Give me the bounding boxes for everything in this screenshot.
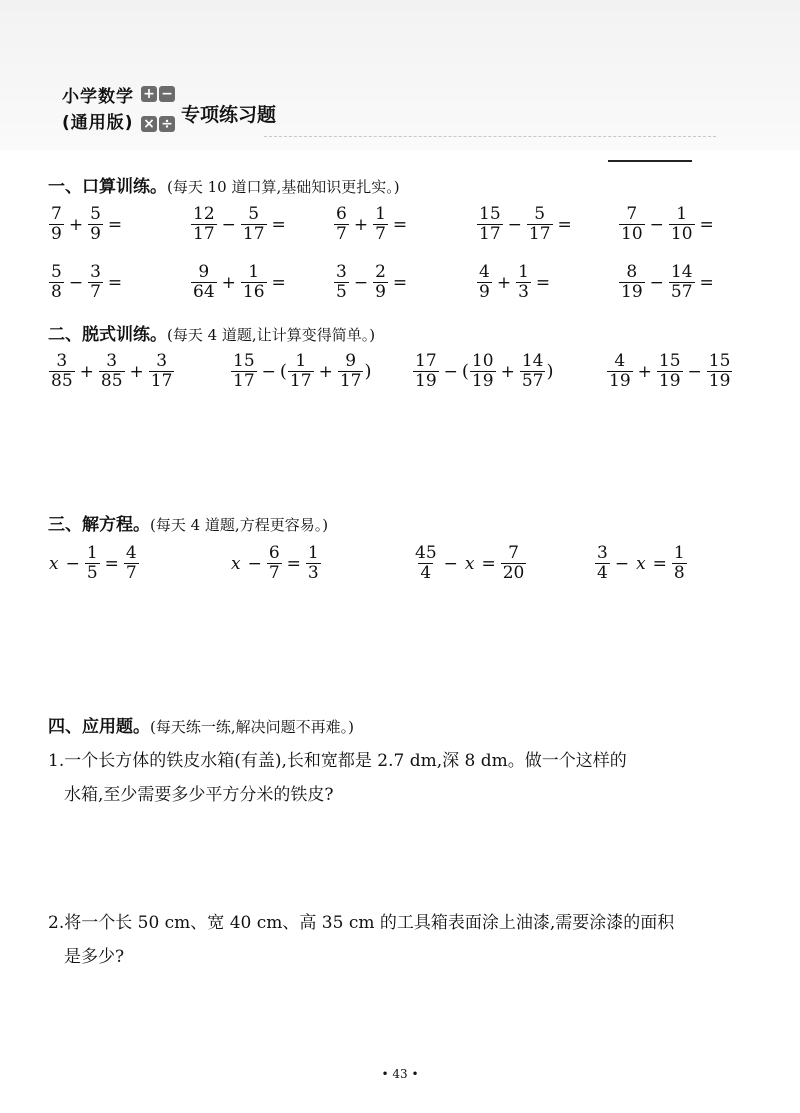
numerator: 4 [614, 351, 626, 371]
numerator: 1 [518, 262, 529, 282]
denominator: 16 [242, 282, 265, 302]
calc-item [606, 352, 733, 391]
numerator: 1 [248, 262, 260, 282]
denominator: 19 [708, 371, 731, 391]
section-1-heading: 一、口算训练。 [48, 177, 167, 197]
denominator: 17 [233, 371, 255, 391]
denominator: 17 [289, 371, 312, 391]
denominator: 7 [125, 563, 137, 583]
plus-sign: + [221, 272, 236, 293]
denominator: 8 [673, 563, 685, 583]
minus-icon: − [159, 86, 175, 102]
plus-sign: + [496, 272, 512, 293]
mental-calc-item [476, 205, 576, 244]
numerator: 15 [479, 204, 501, 224]
numerator: 3 [90, 262, 101, 282]
plus-sign: + [353, 214, 369, 235]
fraction [657, 352, 683, 391]
numerator: 6 [336, 204, 347, 224]
brand-line-2: (通用版) [62, 113, 134, 133]
section-4-note: (每天练一练,解决问题不再难。) [150, 718, 354, 736]
fraction [241, 263, 267, 302]
divide-icon: ÷ [159, 116, 175, 132]
denominator: 17 [242, 224, 265, 244]
numerator: 15 [658, 351, 681, 371]
numerator: 1 [295, 351, 307, 371]
equals-sign: = [481, 553, 496, 574]
equals-sign: = [271, 214, 286, 235]
minus-sign: − [687, 361, 702, 382]
fraction [267, 544, 282, 583]
mental-calc-item [476, 263, 554, 302]
denominator: 17 [528, 224, 551, 244]
fraction [334, 205, 349, 244]
minus-sign: − [443, 361, 458, 382]
numerator: 1 [676, 204, 688, 224]
denominator: 4 [420, 563, 432, 583]
section-4-heading: 四、应用题。 [48, 717, 150, 737]
header-divider [264, 136, 716, 137]
numerator: 8 [626, 262, 638, 282]
numerator: 1 [86, 543, 98, 563]
fraction [619, 205, 645, 244]
denominator: 57 [521, 371, 544, 391]
calc-item [48, 352, 175, 391]
section-1-note: (每天 10 道口算,基础知识更扎实。) [167, 178, 400, 196]
section-3-heading: 三、解方程。 [48, 515, 150, 535]
denominator: 19 [609, 371, 631, 391]
denominator: 19 [621, 282, 643, 302]
left-paren: ( [461, 361, 469, 382]
plus-sign: + [637, 361, 652, 382]
denominator: 7 [90, 282, 101, 302]
denominator: 17 [193, 224, 215, 244]
mental-calc-item [48, 263, 126, 302]
minus-sign: − [649, 272, 664, 293]
equals-sign: = [286, 553, 301, 574]
equation-item [46, 544, 140, 583]
numerator: 6 [268, 543, 280, 563]
equals-sign: = [652, 553, 667, 574]
numerator: 3 [106, 351, 118, 371]
fraction [334, 263, 349, 302]
problem-2-line-1: 2.将一个长 50 cm、宽 40 cm、高 35 cm 的工具箱表面涂上油漆,需要涂漆的面积 [48, 913, 675, 933]
numerator: 3 [597, 543, 608, 563]
plus-sign: + [68, 214, 84, 235]
equals-sign: = [392, 214, 408, 235]
word-problem-2 [48, 906, 768, 974]
fraction [470, 352, 496, 391]
plus-sign: + [129, 361, 144, 382]
fraction [520, 352, 546, 391]
right-paren: ) [364, 361, 372, 382]
fraction [413, 544, 439, 583]
numerator: 17 [415, 351, 437, 371]
section-3-note: (每天 4 道题,方程更容易。) [150, 516, 329, 534]
numerator: 2 [375, 262, 386, 282]
fraction [288, 352, 314, 391]
denominator: 57 [670, 282, 693, 302]
series-title: 专项练习题 [181, 104, 277, 126]
equals-sign: = [107, 272, 123, 293]
fraction [707, 352, 733, 391]
equation-item [228, 544, 322, 583]
numerator: 10 [471, 351, 494, 371]
numerator: 3 [56, 351, 68, 371]
denominator: 7 [336, 224, 347, 244]
mental-calc-item [333, 205, 411, 244]
left-paren: ( [279, 361, 287, 382]
fraction [672, 544, 687, 583]
denominator: 85 [100, 371, 123, 391]
fraction [595, 544, 610, 583]
denominator: 7 [268, 563, 280, 583]
numerator: 1 [375, 204, 386, 224]
fraction [231, 352, 257, 391]
equation-item [594, 544, 688, 583]
fraction [49, 352, 75, 391]
minus-sign: − [68, 272, 84, 293]
equals-sign: = [392, 272, 408, 293]
fraction [49, 263, 64, 302]
fraction [306, 544, 321, 583]
variable-x: x [231, 553, 241, 574]
plus-icon: + [141, 86, 157, 102]
fraction [527, 205, 553, 244]
denominator: 7 [375, 224, 386, 244]
denominator: 10 [670, 224, 693, 244]
mental-calc-item [190, 205, 290, 244]
mental-calc-item [618, 205, 718, 244]
minus-sign: − [221, 214, 236, 235]
minus-sign: − [614, 553, 630, 574]
denominator: 8 [51, 282, 62, 302]
fraction [191, 263, 217, 302]
numerator: 5 [51, 262, 62, 282]
equals-sign: = [699, 214, 714, 235]
numerator: 9 [198, 262, 210, 282]
mental-calc-item [618, 263, 718, 302]
denominator: 20 [502, 563, 525, 583]
fraction [191, 205, 217, 244]
denominator: 85 [51, 371, 73, 391]
fraction [477, 263, 492, 302]
minus-sign: − [261, 361, 276, 382]
fraction [373, 205, 388, 244]
equals-sign: = [535, 272, 551, 293]
equals-sign: = [107, 214, 123, 235]
section-2-title [48, 320, 375, 345]
variable-x: x [464, 553, 475, 574]
operator-logo [141, 86, 175, 142]
plus-sign: + [318, 361, 333, 382]
minus-sign: − [65, 553, 80, 574]
numerator: 5 [534, 204, 546, 224]
brand-line-1: 小学数学 [62, 87, 134, 107]
denominator: 17 [150, 371, 173, 391]
denominator: 9 [479, 282, 490, 302]
fraction [501, 544, 527, 583]
fraction [338, 352, 364, 391]
numerator: 7 [51, 204, 62, 224]
numerator: 15 [708, 351, 731, 371]
equation-item [412, 544, 527, 583]
denominator: 64 [193, 282, 215, 302]
fraction [241, 205, 267, 244]
problem-1-line-2: 水箱,至少需要多少平方分米的铁皮? [64, 785, 334, 805]
numerator: 5 [248, 204, 260, 224]
page-number: • 43 • [381, 1067, 419, 1081]
numerator: 9 [345, 351, 357, 371]
denominator: 5 [336, 282, 347, 302]
variable-x: x [49, 553, 59, 574]
fraction [124, 544, 139, 583]
brand-block [62, 84, 134, 136]
denominator: 19 [471, 371, 494, 391]
numerator: 12 [193, 204, 215, 224]
fraction [49, 205, 64, 244]
fraction [413, 352, 439, 391]
variable-x: x [636, 553, 646, 574]
numerator: 3 [156, 351, 168, 371]
numerator: 7 [508, 543, 519, 563]
fraction [477, 205, 503, 244]
numerator: 14 [521, 351, 544, 371]
fraction [88, 205, 103, 244]
denominator: 9 [51, 224, 62, 244]
problem-2-line-2: 是多少? [64, 947, 125, 967]
denominator: 9 [90, 224, 101, 244]
calc-item [412, 352, 553, 391]
numerator: 7 [626, 204, 638, 224]
plus-sign: + [500, 361, 515, 382]
section-4-title [48, 712, 354, 737]
section-2-note: (每天 4 道题,让计算变得简单。) [167, 326, 376, 344]
denominator: 19 [658, 371, 681, 391]
denominator: 17 [339, 371, 362, 391]
denominator: 19 [415, 371, 437, 391]
equals-sign: = [699, 272, 714, 293]
denominator: 17 [479, 224, 501, 244]
mental-calc-item [48, 205, 126, 244]
numerator: 1 [307, 543, 319, 563]
right-paren: ) [546, 361, 554, 382]
minus-sign: − [649, 214, 664, 235]
numerator: 45 [415, 543, 437, 563]
minus-sign: − [247, 553, 262, 574]
equals-sign: = [557, 214, 572, 235]
denominator: 9 [375, 282, 386, 302]
fraction [373, 263, 388, 302]
denominator: 10 [621, 224, 643, 244]
numerator: 1 [673, 543, 685, 563]
section-3-title [48, 510, 328, 535]
fraction [607, 352, 633, 391]
times-icon: × [141, 116, 157, 132]
denominator: 4 [597, 563, 608, 583]
fraction [88, 263, 103, 302]
equals-sign: = [271, 272, 286, 293]
section-1-title [48, 172, 400, 197]
plus-sign: + [79, 361, 94, 382]
denominator: 5 [86, 563, 98, 583]
minus-sign: − [353, 272, 369, 293]
numerator: 14 [670, 262, 693, 282]
denominator: 3 [307, 563, 319, 583]
fraction [149, 352, 175, 391]
numerator: 4 [125, 543, 137, 563]
fraction [669, 205, 695, 244]
numerator: 4 [479, 262, 490, 282]
fraction [619, 263, 645, 302]
equals-sign: = [104, 553, 119, 574]
fraction [516, 263, 531, 302]
minus-sign: − [443, 553, 458, 574]
calc-item [230, 352, 371, 391]
numerator: 3 [336, 262, 347, 282]
denominator: 3 [518, 282, 529, 302]
word-problem-1 [48, 744, 768, 812]
minus-sign: − [507, 214, 522, 235]
fraction [85, 544, 100, 583]
problem-1-line-1: 1.一个长方体的铁皮水箱(有盖),长和宽都是 2.7 dm,深 8 dm。做一个这样的 [48, 751, 627, 771]
mental-calc-item [190, 263, 290, 302]
fraction [669, 263, 695, 302]
fraction [99, 352, 125, 391]
numerator: 5 [90, 204, 101, 224]
numerator: 15 [233, 351, 255, 371]
short-rule [608, 160, 692, 162]
section-2-heading: 二、脱式训练。 [48, 325, 167, 345]
mental-calc-item [333, 263, 411, 302]
